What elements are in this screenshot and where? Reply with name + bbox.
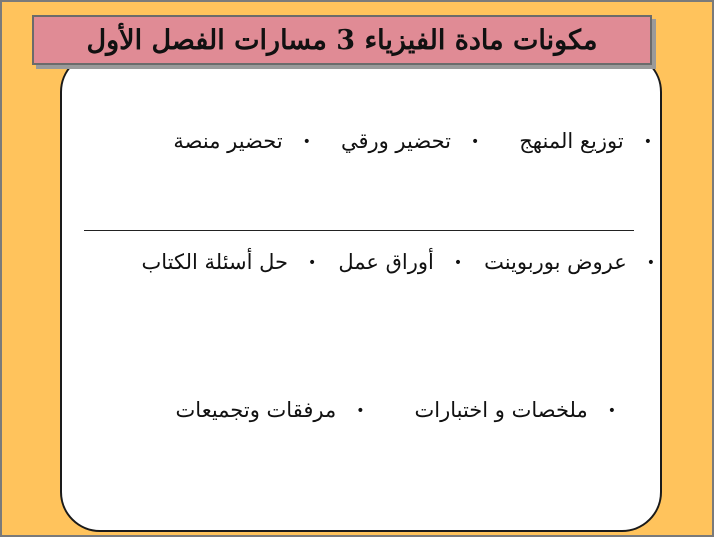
bullet-icon: • xyxy=(308,254,317,271)
list-item-text: حل أسئلة الكتاب xyxy=(141,250,289,274)
list-item-text: أوراق عمل xyxy=(338,250,434,274)
list-item xyxy=(341,129,479,154)
items-row-1 xyxy=(52,129,652,154)
list-item-text: ملخصات و اختبارات xyxy=(414,398,588,422)
items-row-2 xyxy=(55,250,655,275)
list-item-text: مرفقات وتجميعات xyxy=(175,398,337,422)
bullet-icon: • xyxy=(453,254,463,271)
items-row-3 xyxy=(56,398,616,423)
page-title: مكونات مادة الفيزياء 3 مسارات الفصل الأول xyxy=(86,24,598,56)
list-item xyxy=(141,250,316,275)
list-item xyxy=(338,250,462,275)
list-item-text: تحضير ورقي xyxy=(340,129,451,153)
list-item-text: تحضير منصة xyxy=(173,129,283,153)
bullet-icon: • xyxy=(302,133,311,150)
list-item xyxy=(414,398,616,423)
list-item xyxy=(484,250,655,275)
title-bar xyxy=(32,15,652,65)
list-item xyxy=(173,129,311,154)
divider xyxy=(84,230,634,231)
list-item xyxy=(519,129,652,154)
bullet-icon: • xyxy=(646,254,655,271)
list-item xyxy=(176,398,365,423)
bullet-icon: • xyxy=(643,133,652,150)
list-item-text: توزيع المنهج xyxy=(519,129,624,153)
bullet-icon: • xyxy=(356,402,365,419)
bullet-icon: • xyxy=(470,133,480,150)
content-card xyxy=(60,52,662,532)
list-item-text: عروض بوربوينت xyxy=(484,250,627,274)
bullet-icon: • xyxy=(607,402,616,419)
